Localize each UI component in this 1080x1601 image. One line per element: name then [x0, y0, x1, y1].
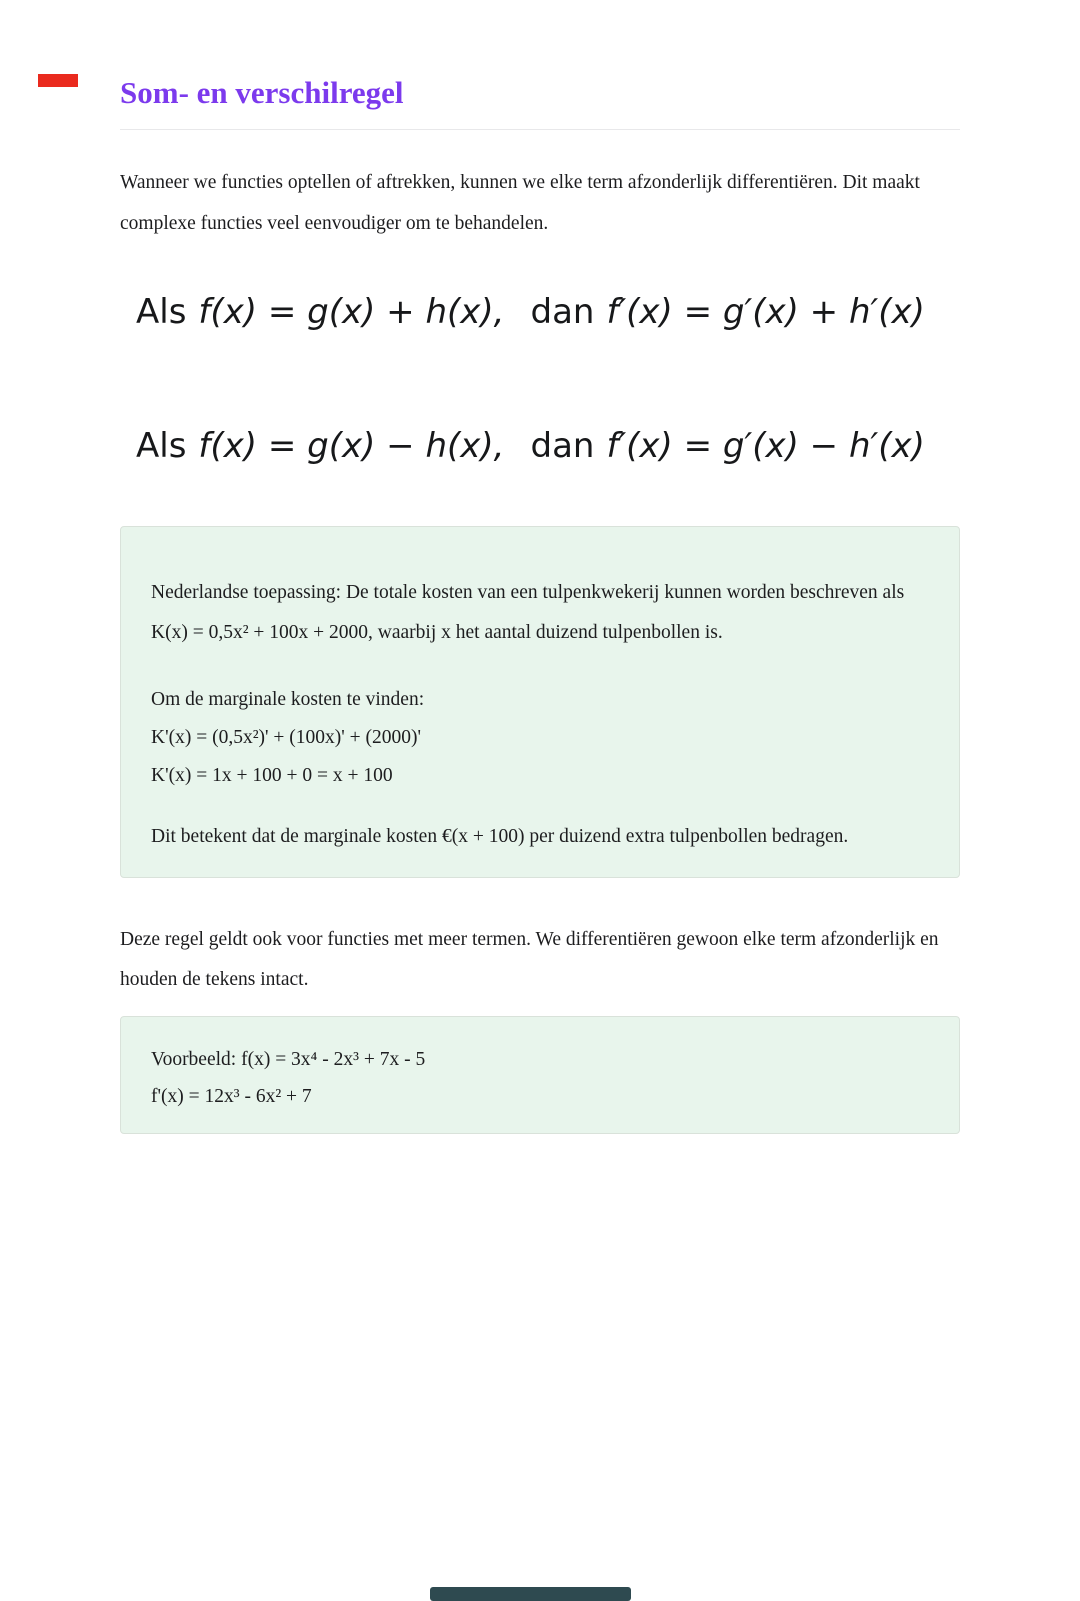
title-divider	[120, 129, 960, 130]
formula-lhs: f(x) = g(x) − h(x),	[198, 425, 505, 466]
page-title: Som- en verschilregel	[120, 75, 404, 110]
note-paragraph: Deze regel geldt ook voor functies met meer termen. We differentiëren gewoon elke term afzonderlijk en houden de tekens intact.	[120, 928, 939, 990]
example-box-polynomial	[120, 1016, 960, 1134]
formula-sum-rule	[136, 290, 960, 334]
recording-indicator-bar	[38, 74, 78, 87]
formula-prefix: Als	[136, 291, 187, 332]
formula-rhs: f′(x) = g′(x) − h′(x)	[606, 425, 925, 466]
formula-connector: dan	[530, 425, 595, 466]
formula-rhs: f′(x) = g′(x) + h′(x)	[606, 291, 925, 332]
home-indicator-bar	[430, 1587, 631, 1601]
formula-prefix: Als	[136, 425, 187, 466]
derivation-step-2: K'(x) = 1x + 100 + 0 = x + 100	[151, 764, 393, 786]
example-derivative-line: f'(x) = 12x³ - 6x² + 7	[151, 1085, 312, 1107]
derivation-step-1: K'(x) = (0,5x²)' + (100x)' + (2000)'	[151, 726, 422, 748]
example-box-dutch-application	[120, 526, 960, 878]
document-content	[120, 74, 960, 1134]
formula-connector: dan	[530, 291, 595, 332]
formula-difference-rule	[136, 424, 960, 468]
method-heading: Om de marginale kosten te vinden:	[151, 688, 425, 710]
formula-lhs: f(x) = g(x) + h(x),	[198, 291, 505, 332]
example-function-line: Voorbeeld: f(x) = 3x⁴ - 2x³ + 7x - 5	[151, 1048, 426, 1070]
conclusion-paragraph: Dit betekent dat de marginale kosten €(x + 100) per duizend extra tulpenbollen bedragen.	[151, 825, 849, 847]
intro-paragraph: Wanneer we functies optellen of aftrekken, kunnen we elke term afzonderlijk differentiëren. Dit maakt complexe functies veel eenvoudiger om te behandelen.	[120, 171, 920, 234]
application-paragraph: Nederlandse toepassing: De totale kosten van een tulpenkwekerij kunnen worden beschreven als K(x) = 0,5x² + 100x + 2000, waarbij x het aantal duizend tulpenbollen is.	[151, 581, 905, 643]
